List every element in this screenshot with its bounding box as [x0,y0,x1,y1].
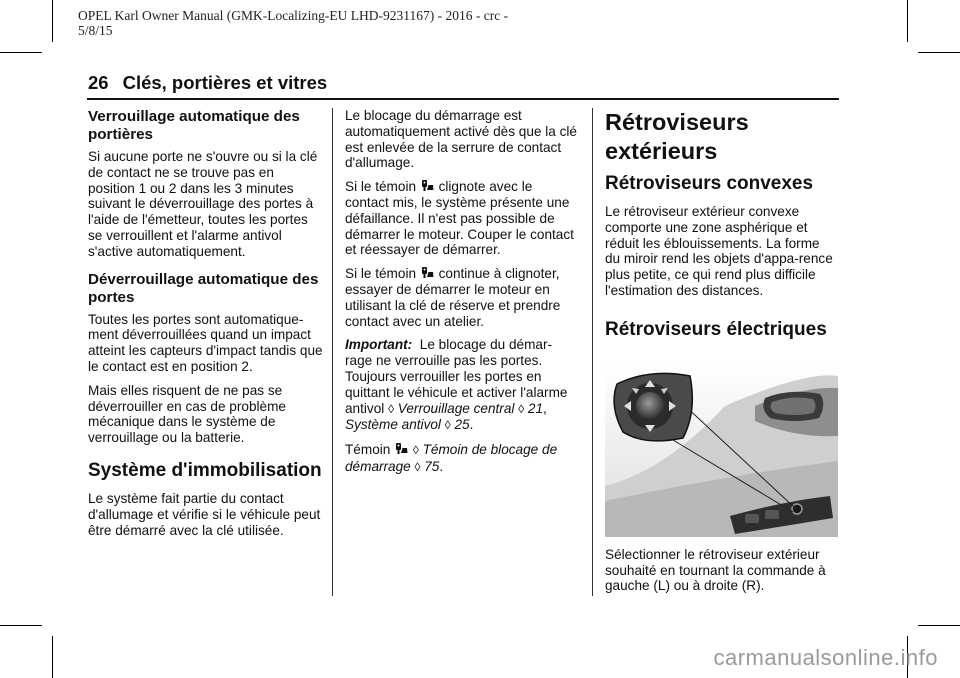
text-fragment: clignote avec le contact mis, le système présente une défaillance. Il n'est pas possible de démarrer le moteur. Couper le contact et réessayer de démarrer. [345,179,574,258]
column-divider [592,108,593,596]
crop-mark [0,625,42,626]
crop-mark [0,52,42,53]
paragraph-indicator-ref: Témoin ◊ Témoin de blocage de démarrage ◊ 75. [345,442,558,474]
paragraph-auto-lock: Si aucune porte ne s'ouvre ou si la clé de contact ne se trouve pas en position 1 ou 2 dans les 3 minutes suivant le déverrouillage des portes à l'aide de l'émetteur, toutes les portes se verrouillent et l'alarme antivol s'active automatiquement. [88,149,318,259]
cross-reference-immobiliser-light[interactable]: Témoin de blocage de démarrage [345,442,558,474]
important-text: Le blocage du démar-rage ne verrouille pas les portes. Toujours verrouiller les portes en quittant le véhicule et activer l'alarme antivol [345,337,568,416]
page-title: Clés, portières et vitres [122,72,328,93]
heading-auto-unlock: Déverrouillage automatique des portes [88,270,319,306]
paragraph-warning-continues [345,266,577,329]
important-label: Important: [345,337,413,353]
cross-reference-anti-theft[interactable]: Système antivol [345,417,441,433]
text-fragment: continue à clignoter, essayer de démarrer le moteur en utilisant la clé de réserve et prendre contact avec un atelier. [345,266,561,329]
mirror-control-photo [605,366,838,537]
cross-reference-page[interactable]: 25 [454,417,470,433]
immobiliser-key-car-icon [421,179,434,192]
immobiliser-key-car-icon [395,442,408,455]
column-3 [605,108,838,602]
immobiliser-key-car-icon [421,266,434,279]
reference-arrow-icon: ◊ [414,459,421,474]
paragraph-auto-unlock-1: Toutes les portes sont automatique-ment déverrouillées quand un impact atteint les capteurs d'impact tandis que le contact est en position 2. [88,311,323,374]
page-number: 26 [88,72,109,93]
heading-electric-mirrors: Rétroviseurs électriques [605,318,827,340]
column-1 [88,108,324,546]
paragraph-immobiliser-activation: Le blocage du démarrage est automatiquement activé dès que la clé est enlevée de la serrure de contact d'allumage. [345,108,577,171]
crop-mark [918,625,960,626]
reference-arrow-icon: ◊ [412,443,419,458]
paragraph-important: Important: Le blocage du démar-rage ne verrouille pas les portes. Toujours verrouiller les portes en quittant le véhicule et activer l'alarme antivol ◊ Verrouillage central ◊ 21, Système antivol ◊ 25. [345,337,568,433]
reference-arrow-icon: ◊ [444,418,451,433]
document-header [78,8,508,38]
text-fragment: Si le témoin [345,179,417,195]
document-header-line1: OPEL Karl Owner Manual (GMK-Localizing-EU LHD-9231167) - 2016 - crc - [78,8,509,23]
paragraph-electric-mirrors: Sélectionner le rétroviseur extérieur souhaité en tournant la commande à gauche (L) ou à droite (R). [605,546,826,594]
header-rule [87,98,839,100]
reference-arrow-icon: ◊ [518,401,525,416]
reference-arrow-icon: ◊ [388,401,395,416]
text-fragment: Si le témoin [345,266,417,282]
watermark-text: carmanualsonline.info [713,645,938,670]
heading-auto-lock: Verrouillage automatique des portières [88,108,300,143]
heading-convex-mirrors: Rétroviseurs convexes [605,173,814,194]
column-2 [345,108,577,484]
crop-mark [918,52,960,53]
heading-exterior-mirrors: Rétroviseurs extérieurs [605,109,749,164]
paragraph-convex-mirrors: Le rétroviseur extérieur convexe comporte une zone asphérique et réduit les éblouissements. La forme du miroir rend les objets d'appa-rence plus petite, ce qui rend plus difficile l'estimation des distances. [605,204,833,298]
crop-mark [907,0,908,42]
paragraph-warning-flash [345,179,577,258]
paragraph-immobiliser: Le système fait partie du contact d'allumage et vérifie si le véhicule peut être démarré avec la clé utilisée. [88,490,321,538]
column-divider [332,108,333,596]
paragraph-auto-unlock-2: Mais elles risquent de ne pas se déverrouiller en cas de problème mécanique dans le système de verrouillage ou la batterie. [88,382,286,446]
document-header-line2: 5/8/15 [78,23,113,38]
page-heading [88,72,327,94]
crop-mark [52,636,53,678]
crop-mark [52,0,53,42]
cross-reference-page[interactable]: 75 [424,458,440,474]
heading-immobiliser: Système d'immobilisation [88,459,322,481]
cross-reference-page[interactable]: 21 [527,400,544,416]
cross-reference-central-locking[interactable]: Verrouillage central [397,400,515,416]
text-fragment: Témoin [345,442,391,458]
